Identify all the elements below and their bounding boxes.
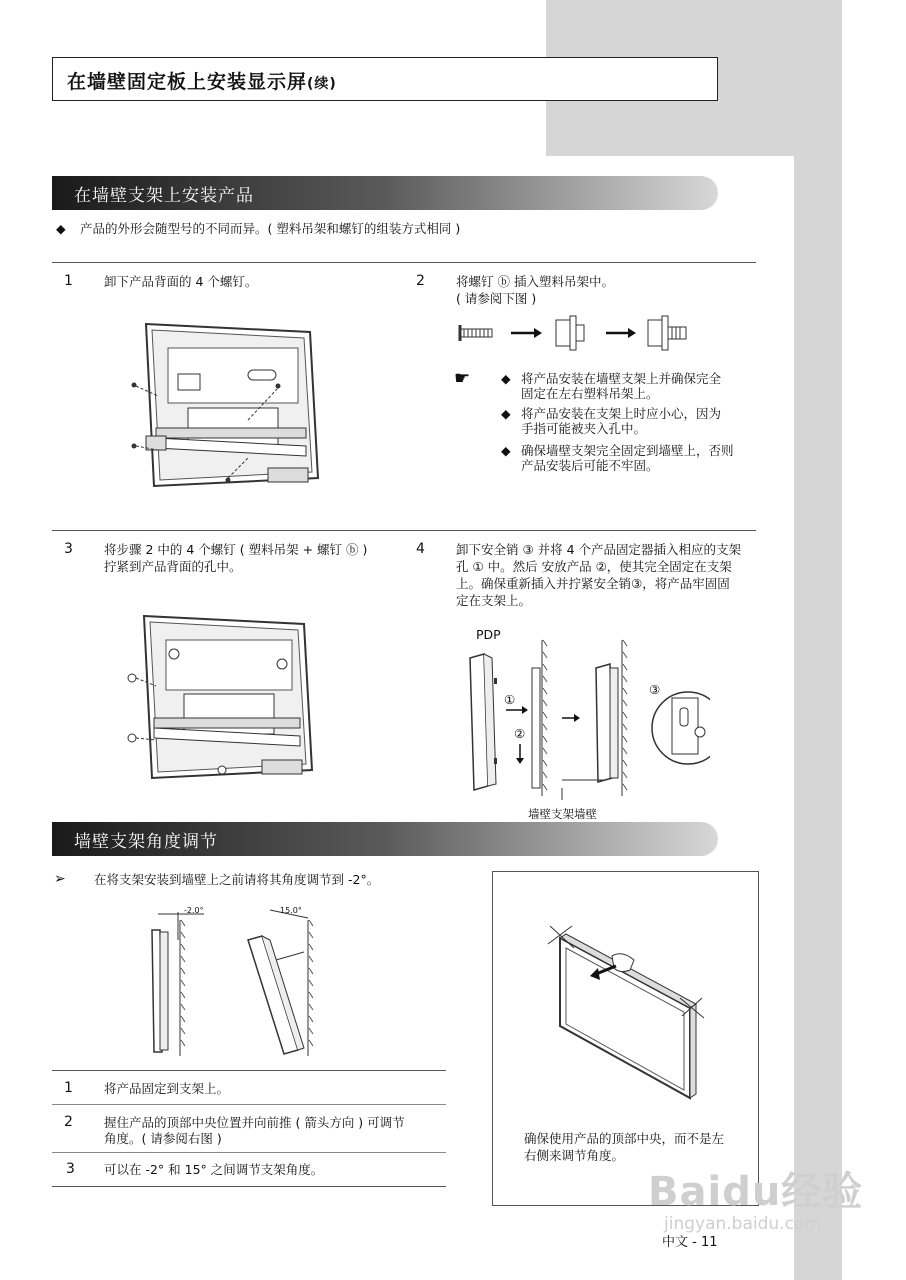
step-text: 将产品固定到支架上。: [104, 1081, 230, 1096]
step-number: 4: [416, 541, 425, 557]
step-text: 可以在 -2° 和 15° 之间调节支架角度。: [104, 1162, 324, 1177]
step-text: 卸下产品背面的 4 个螺钉。: [104, 274, 258, 289]
step-number: 2: [416, 273, 425, 289]
figure-caption: 确保使用产品的顶部中央，而不是左: [524, 1131, 725, 1146]
step-text: 孔 ① 中。然后 安放产品 ②，使其完全固定在支架: [456, 559, 732, 574]
page-title-suffix: (续): [307, 76, 337, 92]
divider: [52, 262, 756, 263]
step-text: 握住产品的顶部中央位置并向前推 ( 箭头方向 ) 可调节: [104, 1115, 405, 1130]
marker-2: ②: [514, 726, 526, 741]
caution-text: 手指可能被夹入孔中。: [521, 421, 647, 436]
step-text: 卸下安全销 ③ 并将 4 个产品固定器插入相应的支架: [456, 542, 742, 557]
caution-text: 将产品安装在墙壁支架上并确保完全: [521, 371, 722, 386]
diamond-bullet-icon: ◆: [501, 443, 511, 458]
page-number: 中文 - 11: [662, 1235, 718, 1250]
step-text: 拧紧到产品背面的孔中。: [104, 559, 242, 574]
caution-text: 将产品安装在支架上时应小心，因为: [521, 406, 722, 421]
caution-text: 确保墙壁支架完全固定到墙壁上，否则: [521, 443, 734, 458]
divider: [52, 1070, 446, 1071]
step-text: 定在支架上。: [456, 593, 532, 608]
angle-label-max: 15.0°: [280, 906, 302, 915]
divider: [52, 1152, 446, 1153]
tilt-tv-figure: [540, 918, 710, 1102]
caution-text: 产品安装后可能不牢固。: [521, 458, 659, 473]
mount-on-bracket-figure: [466, 628, 710, 800]
page-margin-right: [794, 156, 842, 1280]
step-number: 3: [66, 1161, 75, 1177]
diamond-bullet-icon: ◆: [501, 406, 511, 421]
marker-3: ③: [649, 682, 661, 697]
page-title: [67, 67, 337, 94]
step-text: 上。确保重新插入并拧紧安全销③，将产品牢固固: [456, 576, 730, 591]
divider: [52, 530, 756, 531]
section-heading-mount-text: 在墙壁支架上安装产品: [74, 186, 254, 206]
page-title-text: 在墙壁固定板上安装显示屏: [67, 71, 308, 93]
diamond-bullet-icon: ◆: [56, 221, 66, 236]
watermark-url: jingyan.baidu.com: [664, 1214, 821, 1234]
caution-text: 固定在左右塑料吊架上。: [521, 386, 659, 401]
divider: [52, 1104, 446, 1105]
step-number: 3: [64, 541, 73, 557]
pdp-label: PDP: [476, 627, 501, 642]
section-heading-angle-text: 墙壁支架角度调节: [74, 832, 218, 852]
section-intro: 在将支架安装到墙壁上之前请将其角度调节到 -2°。: [94, 872, 380, 887]
step-text: ( 请参阅下图 ): [456, 291, 537, 306]
section-note: 产品的外形会随型号的不同而异。( 塑料吊架和螺钉的组装方式相同 ): [80, 221, 461, 236]
step-number: 2: [64, 1114, 73, 1130]
angle-range-figure: [148, 900, 318, 1060]
pointing-hand-icon: ☛: [454, 368, 471, 389]
marker-1: ①: [504, 692, 516, 707]
tv-rear-screws-figure: [128, 318, 328, 493]
divider: [52, 1186, 446, 1187]
watermark-logo: Baidu经验: [648, 1169, 864, 1215]
step-number: 1: [64, 273, 73, 289]
angle-label-min: -2.0°: [184, 906, 204, 915]
step-text: 将步骤 2 中的 4 个螺钉 ( 塑料吊架 + 螺钉 ⓑ ): [104, 542, 368, 557]
page-title-box: [52, 57, 718, 101]
section-heading-mount: [52, 176, 718, 210]
diamond-bullet-icon: ◆: [501, 371, 511, 386]
step-text: 将螺钉 ⓑ 插入塑料吊架中。: [456, 274, 614, 289]
arrowhead-bullet-icon: ➢: [54, 871, 66, 887]
step-number: 1: [64, 1080, 73, 1096]
section-heading-angle: [52, 822, 718, 856]
wall-bracket-caption: 墙壁支架墙壁: [528, 807, 597, 821]
step-text: 角度。( 请参阅右图 ): [104, 1131, 222, 1146]
screw-assembly-figure: [456, 312, 696, 356]
figure-caption: 右侧来调节角度。: [524, 1148, 625, 1163]
tv-rear-hangers-figure: [122, 610, 322, 785]
